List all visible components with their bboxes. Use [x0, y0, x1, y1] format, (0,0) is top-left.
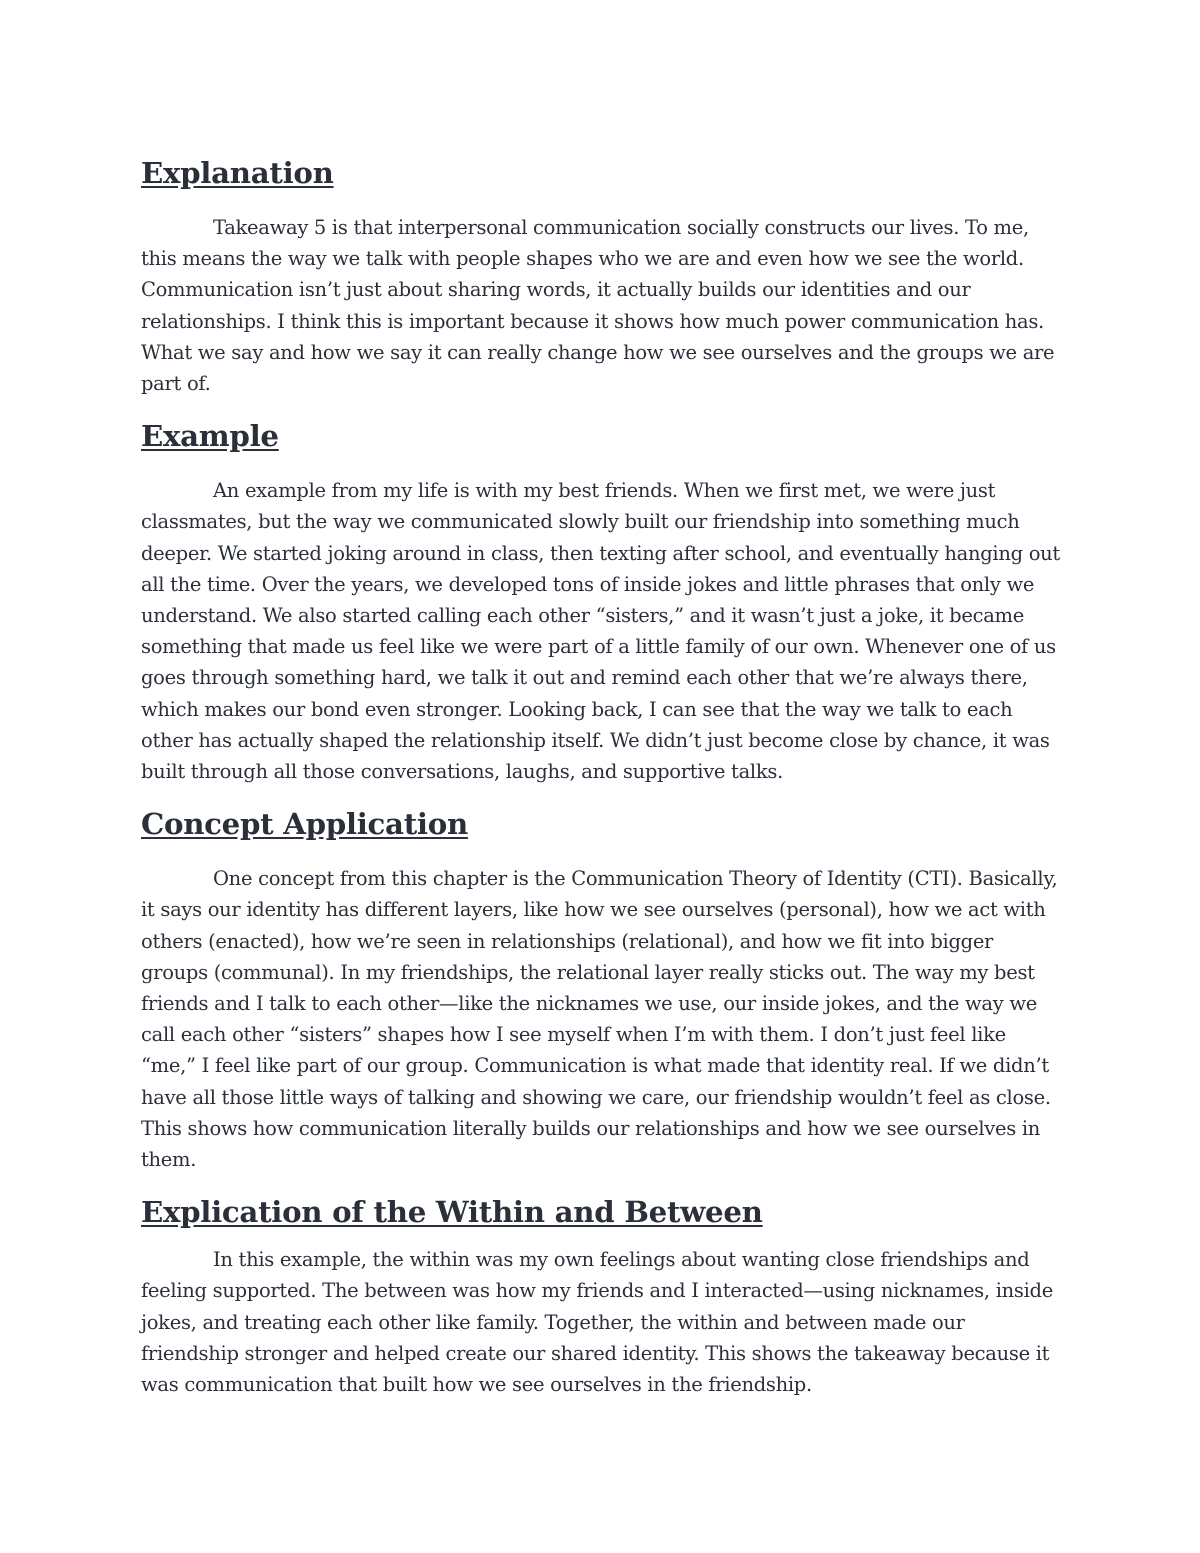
- section-explanation: [141, 158, 1061, 421]
- section-example: [141, 421, 1061, 809]
- section-heading-example: Example: [141, 419, 279, 454]
- section-heading-within-between: Explication of the Within and Between: [141, 1195, 763, 1230]
- section-paragraph-example: An example from my life is with my best friends. When we first met, we were just classmates, but the way we communicated slowly built our friendship into something much deeper. We started joking around in class, then texting after school, and eventually hanging out all the time. Over the years, we developed tons of inside jokes and little phrases that only we understand. We also started calling each other “sisters,” and it wasn’t just a joke, it became something that made us feel like we were part of a little family of our own. Whenever one of us goes through something hard, we talk it out and remind each other that we’re always there, which makes our bond even stronger. Looking back, I can see that the way we talk to each other has actually shaped the relationship itself. We didn’t just become close by chance, it was built through all those conversations, laughs, and supportive talks.: [141, 479, 1060, 784]
- section-concept-application: [141, 809, 1061, 1197]
- section-paragraph-concept-application: One concept from this chapter is the Communication Theory of Identity (CTI). Basically, it says our identity has different layers, like how we see ourselves (personal), how we act with others (enacted), how we’re seen in relationships (relational), and how we fit into bigger groups (communal). In my friendships, the relational layer really sticks out. The way my best friends and I talk to each other—like the nicknames we use, our inside jokes, and the way we call each other “sisters” shapes how I see myself when I’m with them. I don’t just feel like “me,” I feel like part of our group. Communication is what made that identity real. If we didn’t have all those little ways of talking and showing we care, our friendship wouldn’t feel as close. This shows how communication literally builds our relationships and how we see ourselves in them.: [141, 867, 1058, 1172]
- section-paragraph-explanation: Takeaway 5 is that interpersonal communication socially constructs our lives. To me, this means the way we talk with people shapes who we are and even how we see the world. Communication isn’t just about sharing words, it actually builds our identities and our relationships. I think this is important because it shows how much power communication has. What we say and how we say it can really change how we see ourselves and the groups we are part of.: [141, 216, 1055, 396]
- section-heading-concept-application: Concept Application: [141, 807, 468, 842]
- section-heading-explanation: Explanation: [141, 156, 334, 190]
- section-within-between: [141, 1197, 1061, 1400]
- document-page: [141, 158, 1061, 1400]
- section-paragraph-within-between: In this example, the within was my own feelings about wanting close friendships and feeling supported. The between was how my friends and I interacted—using nicknames, inside jokes, and treating each other like family. Together, the within and between made our friendship stronger and helped create our shared identity. This shows the takeaway because it was communication that built how we see ourselves in the friendship.: [141, 1248, 1053, 1397]
